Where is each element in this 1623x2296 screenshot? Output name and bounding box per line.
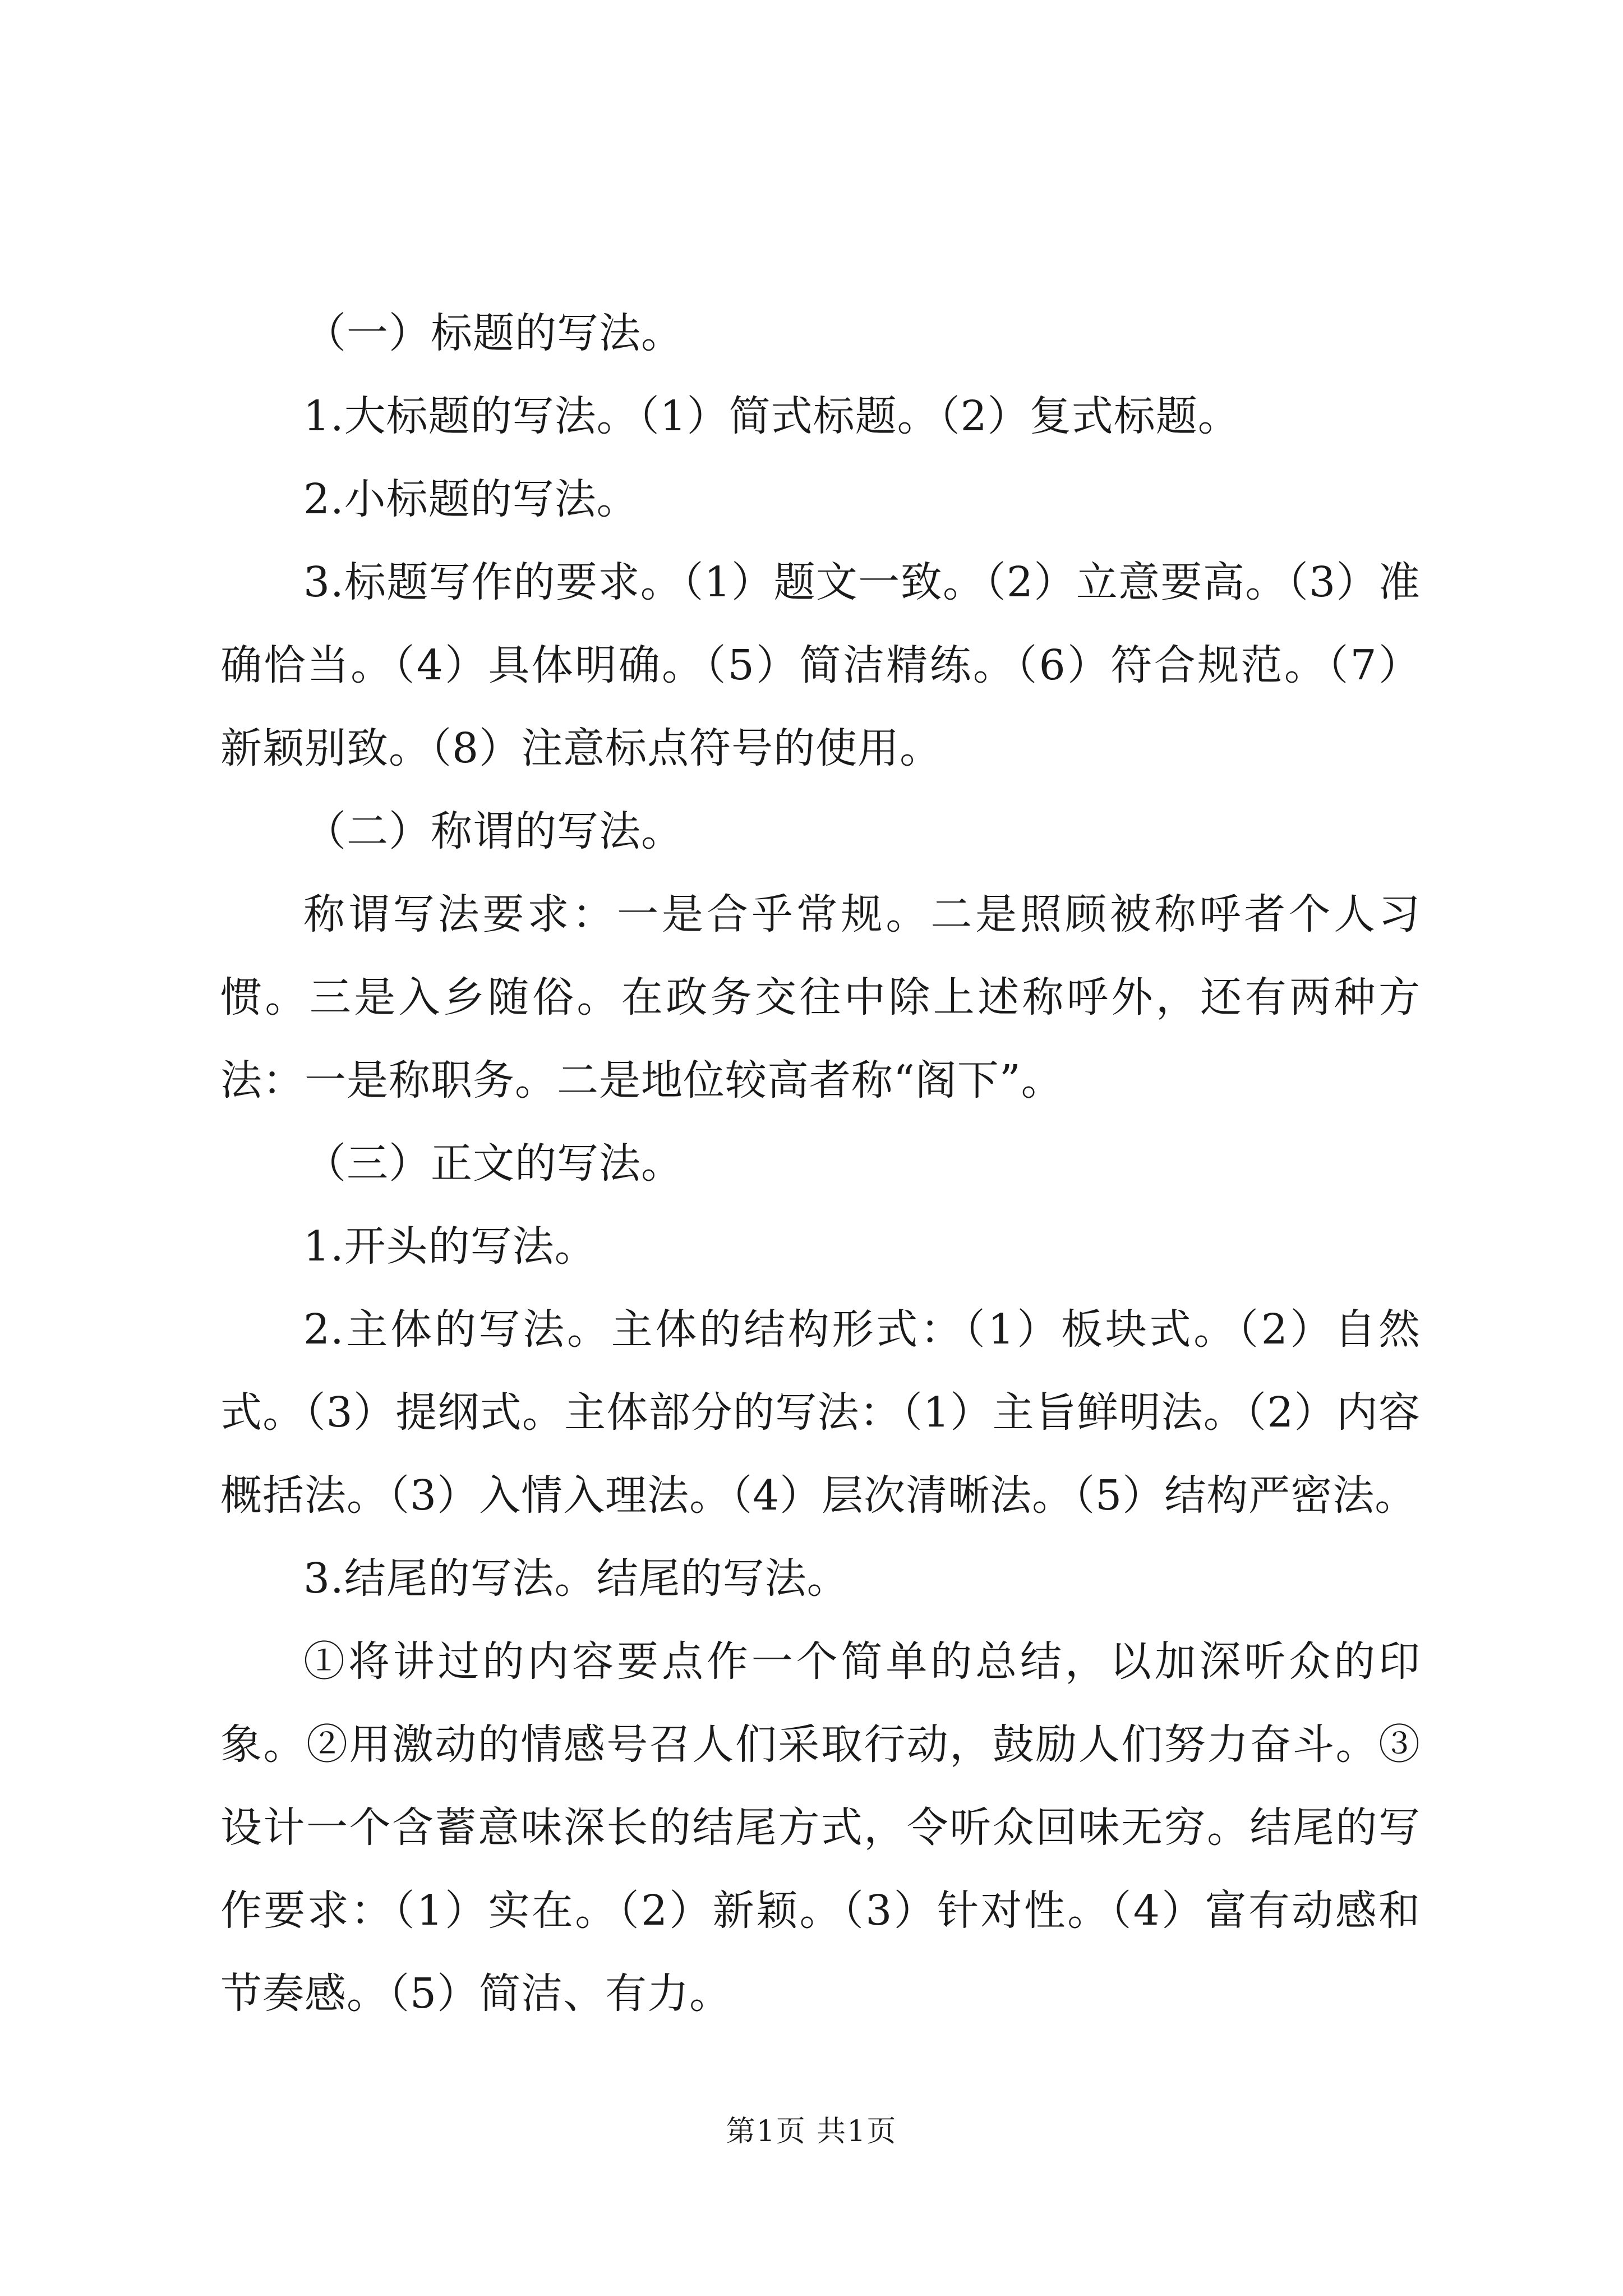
paragraph-ending-details: ①将讲过的内容要点作一个简单的总结，以加深听众的印象。②用激动的情感号召人们采取行动，鼓励人们努力奋斗。③设计一个含蓄意味深长的结尾方式，令听众回味无穷。结尾的写作要求：（1）实在。（2）新颖。（3）针对性。（4）富有动感和节奏感。（5）简洁、有力。 xyxy=(220,1637,1421,2018)
paragraph-salutation-requirements: 称谓写法要求：一是合乎常规。二是照顾被称呼者个人习惯。三是入乡随俗。在政务交往中除上述称呼外，还有两种方法：一是称职务。二是地位较高者称“阁下”。 xyxy=(220,890,1421,1105)
page-number-footer: 第1页 共1页 xyxy=(726,2115,897,2148)
paragraph-main-title: 1.大标题的写法。（1）简式标题。（2）复式标题。 xyxy=(303,392,1240,440)
section-heading-body: （三）正文的写法。 xyxy=(305,1139,683,1188)
paragraph-opening: 1.开头的写法。 xyxy=(303,1222,597,1271)
paragraph-main-body: 2.主体的写法。主体的结构形式：（1）板块式。（2）自然式。（3）提纲式。主体部分的写法：（1）主旨鲜明法。（2）内容概括法。（3）入情入理法。（4）层次清晰法。（5）结构严密法。 xyxy=(220,1305,1421,1520)
document-body xyxy=(220,292,1421,2035)
section-heading-salutation: （二）称谓的写法。 xyxy=(305,807,683,855)
section-heading-title: （一）标题的写法。 xyxy=(305,309,683,357)
paragraph-ending: 3.结尾的写法。结尾的写法。 xyxy=(303,1554,849,1603)
paragraph-sub-title: 2.小标题的写法。 xyxy=(303,475,639,523)
paragraph-title-requirements: 3.标题写作的要求。（1）题文一致。（2）立意要高。（3）准确恰当。（4）具体明确。（5）简洁精练。（6）符合规范。（7）新颖别致。（8）注意标点符号的使用。 xyxy=(220,558,1421,772)
